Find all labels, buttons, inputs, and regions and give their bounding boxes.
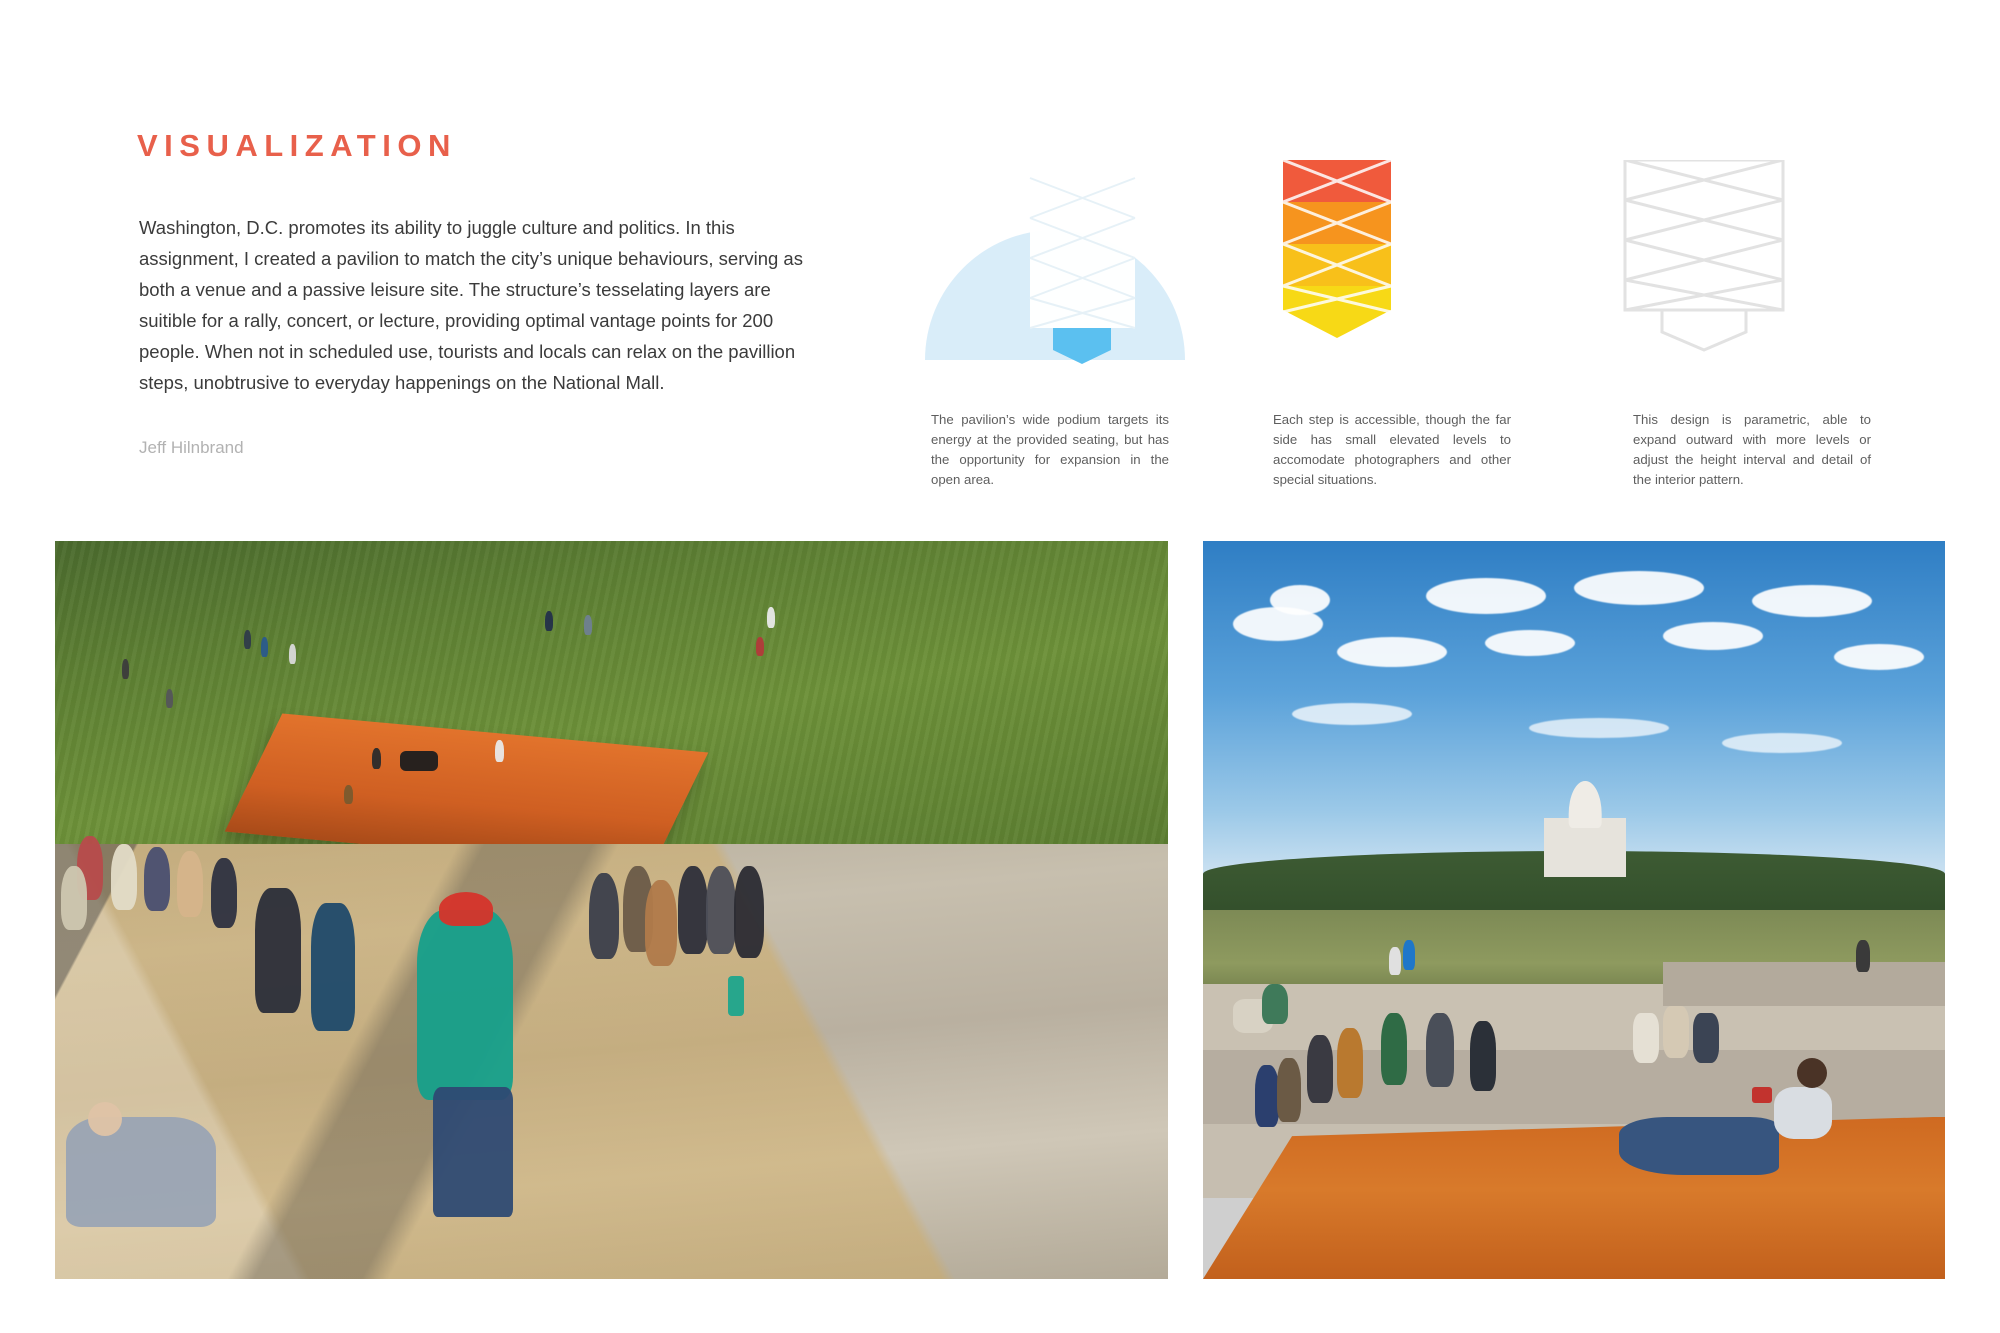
capitol-building: [1544, 818, 1626, 877]
render-aerial-concert: [55, 541, 1168, 1279]
seated-figure: [1633, 1013, 1659, 1063]
figure: [244, 630, 251, 649]
figure-legs: [728, 976, 744, 1016]
pavilion-step-upper: [1663, 962, 1945, 1006]
figure: [1856, 940, 1870, 972]
foreground-figure-jeans: [433, 1087, 513, 1217]
figure: [1426, 1013, 1454, 1087]
pavilion-dome-diagram-icon: [905, 160, 1205, 365]
cloud: [1426, 578, 1546, 614]
performer: [344, 785, 353, 804]
diagram-row: [905, 160, 1925, 490]
figure: [261, 637, 268, 657]
page-title: VISUALIZATION: [137, 128, 457, 163]
figure: [1255, 1065, 1279, 1127]
figure: [1307, 1035, 1333, 1103]
reclining-figure-torso: [1774, 1087, 1832, 1139]
figure: [144, 847, 170, 911]
performer: [495, 740, 504, 762]
figure: [111, 844, 137, 910]
diagram-item-parametric-design: [1603, 160, 1903, 490]
figure: [645, 880, 677, 966]
figure: [734, 866, 764, 958]
figure: [1337, 1028, 1363, 1098]
figure: [122, 659, 129, 679]
seated-figure-head: [88, 1102, 122, 1136]
figure: [678, 866, 708, 954]
figure: [61, 866, 87, 930]
figure: [767, 607, 775, 628]
figure: [177, 851, 203, 917]
cloud: [1337, 637, 1447, 667]
cloud: [1574, 571, 1704, 605]
figure: [589, 873, 619, 959]
diagram-item-podium-energy: [905, 160, 1205, 490]
figure: [166, 689, 173, 708]
performer: [372, 748, 381, 769]
reclining-figure-head: [1797, 1058, 1827, 1088]
seated-figure: [1262, 984, 1288, 1024]
seated-foreground-figure: [66, 1117, 216, 1227]
figure: [1381, 1013, 1407, 1085]
red-cap: [439, 892, 493, 926]
foreground-figure-teal-sweater: [417, 910, 513, 1100]
cloud: [1485, 630, 1575, 656]
project-description: Washington, D.C. promotes its ability to juggle culture and politics. In this assignment, I created a pavilion to match the city’s unique behaviours, serving as both a venue and a passive leisure site. The structure’s tesselating layers are suitible for a rally, concert, or lecture, providing optimal vantage points for 200 people. When not in scheduled use, tourists and locals can relax on the pavillion steps, unobtrusive to everyday happenings on the National Mall.: [139, 217, 803, 393]
pavilion-layers-diagram-icon: [1265, 160, 1565, 365]
figure: [584, 615, 592, 635]
cloud: [1663, 622, 1763, 650]
figure: [1277, 1058, 1301, 1122]
diagram-item-step-accessibility: [1265, 160, 1565, 490]
seated-figure: [1663, 1006, 1689, 1058]
figure: [756, 637, 764, 656]
pavilion-outline-diagram-icon: [1603, 160, 1903, 365]
render-national-mall: [1203, 541, 1945, 1279]
figure: [289, 644, 296, 664]
reclining-figure-legs: [1619, 1117, 1779, 1175]
diagram-caption: The pavilion’s wide podium targets its energy at the provided seating, but has the opportunity for expansion in the open area.: [931, 412, 1169, 487]
cloud: [1722, 733, 1842, 753]
author-name: Jeff Hilnbrand: [139, 438, 244, 457]
figure: [545, 611, 553, 631]
figure: [211, 858, 237, 928]
diagram-caption: Each step is accessible, though the far side has small elevated levels to accomodate photographers and other special situations.: [1273, 412, 1511, 487]
piano: [400, 751, 438, 771]
figure: [1389, 947, 1401, 975]
figure: [255, 888, 301, 1013]
orange-platform: [1203, 1117, 1945, 1279]
figure: [1470, 1021, 1496, 1091]
figure: [706, 866, 736, 954]
figure: [311, 903, 355, 1031]
seated-figure: [1693, 1013, 1719, 1063]
diagram-caption: This design is parametric, able to expand outward with more levels or adjust the height interval and detail of the interior pattern.: [1633, 412, 1871, 487]
book: [1752, 1087, 1772, 1103]
figure: [1403, 940, 1415, 970]
cloud: [1270, 585, 1330, 615]
